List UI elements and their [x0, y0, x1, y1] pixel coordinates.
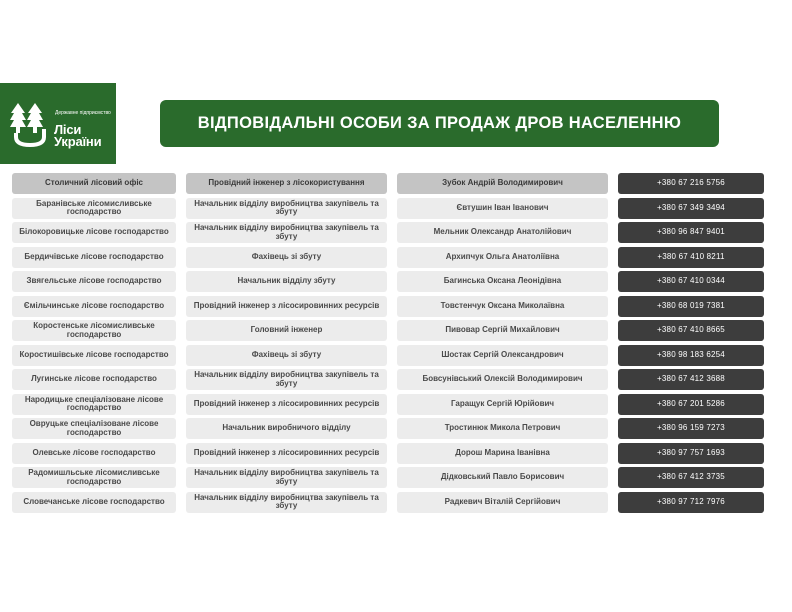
position-cell: Начальник відділу виробництва закупівель та збуту [186, 198, 387, 219]
name-cell: Шостак Сергій Олександрович [397, 345, 608, 366]
position-cell: Начальник відділу виробництва закупівель та збуту [186, 467, 387, 488]
position-cell: Головний інженер [186, 320, 387, 341]
name-cell: Архипчук Ольга Анатоліївна [397, 247, 608, 268]
name-cell: Бовсунівський Олексій Володимирович [397, 369, 608, 390]
office-cell: Коростишівське лісове господарство [12, 345, 176, 366]
name-cell: Зубок Андрій Володимирович [397, 173, 608, 194]
name-cell: Товстенчук Оксана Миколаївна [397, 296, 608, 317]
phone-cell[interactable]: +380 67 410 8211 [618, 247, 764, 268]
name-cell: Дорош Марина Іванівна [397, 443, 608, 464]
position-cell: Начальник відділу виробництва закупівель та збуту [186, 222, 387, 243]
position-cell: Фахівець зі збуту [186, 345, 387, 366]
logo-brand-line2: України [54, 134, 102, 149]
position-cell: Провідний інженер з лісосировинних ресурсів [186, 394, 387, 415]
name-cell: Тростинюк Микола Петрович [397, 418, 608, 439]
phone-cell[interactable]: +380 67 410 8665 [618, 320, 764, 341]
office-cell: Бердичівське лісове господарство [12, 247, 176, 268]
position-cell: Провідний інженер з лісосировинних ресурсів [186, 296, 387, 317]
office-cell: Коростенське лісомисливське господарство [12, 320, 176, 341]
position-column [186, 173, 387, 516]
name-cell: Дідковський Павло Борисович [397, 467, 608, 488]
brand-logo [0, 83, 116, 164]
name-column [397, 173, 608, 516]
forest-logo-icon [10, 101, 50, 147]
position-cell: Начальник відділу виробництва закупівель та збуту [186, 492, 387, 513]
logo-brand-line1: Ліси [54, 122, 82, 137]
name-cell: Євтушин Іван Іванович [397, 198, 608, 219]
phone-column [618, 173, 764, 516]
phone-cell[interactable]: +380 97 757 1693 [618, 443, 764, 464]
position-cell: Провідний інженер з лісокористування [186, 173, 387, 194]
phone-cell[interactable]: +380 67 412 3735 [618, 467, 764, 488]
name-cell: Пивовар Сергій Михайлович [397, 320, 608, 341]
office-cell: Столичний лісовий офіс [12, 173, 176, 194]
phone-cell[interactable]: +380 67 412 3688 [618, 369, 764, 390]
phone-cell[interactable]: +380 97 712 7976 [618, 492, 764, 513]
logo-brand [54, 124, 101, 148]
office-cell: Народицьке спеціалізоване лісове господарство [12, 394, 176, 415]
phone-cell[interactable]: +380 67 201 5286 [618, 394, 764, 415]
office-cell: Овруцьке спеціалізоване лісове господарство [12, 418, 176, 439]
office-cell: Олевське лісове господарство [12, 443, 176, 464]
office-column [12, 173, 176, 516]
phone-cell[interactable]: +380 67 349 3494 [618, 198, 764, 219]
office-cell: Баранівське лісомисливське господарство [12, 198, 176, 219]
position-cell: Начальник виробничого відділу [186, 418, 387, 439]
name-cell: Багинська Оксана Леонідівна [397, 271, 608, 292]
position-cell: Провідний інженер з лісосировинних ресурсів [186, 443, 387, 464]
office-cell: Звягельське лісове господарство [12, 271, 176, 292]
name-cell: Радкевич Віталій Сергійович [397, 492, 608, 513]
office-cell: Ємільчинське лісове господарство [12, 296, 176, 317]
name-cell: Мельник Олександр Анатолійович [397, 222, 608, 243]
phone-cell[interactable]: +380 67 410 0344 [618, 271, 764, 292]
position-cell: Фахівець зі збуту [186, 247, 387, 268]
office-cell: Білокоровицьке лісове господарство [12, 222, 176, 243]
phone-cell[interactable]: +380 96 847 9401 [618, 222, 764, 243]
page-title: ВІДПОВІДАЛЬНІ ОСОБИ ЗА ПРОДАЖ ДРОВ НАСЕЛЕННЮ [160, 100, 719, 147]
position-cell: Начальник відділу збуту [186, 271, 387, 292]
position-cell: Начальник відділу виробництва закупівель та збуту [186, 369, 387, 390]
phone-cell[interactable]: +380 68 019 7381 [618, 296, 764, 317]
phone-cell[interactable]: +380 98 183 6254 [618, 345, 764, 366]
phone-cell[interactable]: +380 67 216 5756 [618, 173, 764, 194]
logo-subtitle: Державне підприємство [55, 110, 111, 116]
office-cell: Словечанське лісове господарство [12, 492, 176, 513]
office-cell: Лугинське лісове господарство [12, 369, 176, 390]
name-cell: Гаращук Сергій Юрійович [397, 394, 608, 415]
phone-cell[interactable]: +380 96 159 7273 [618, 418, 764, 439]
office-cell: Радомишльське лісомисливське господарство [12, 467, 176, 488]
